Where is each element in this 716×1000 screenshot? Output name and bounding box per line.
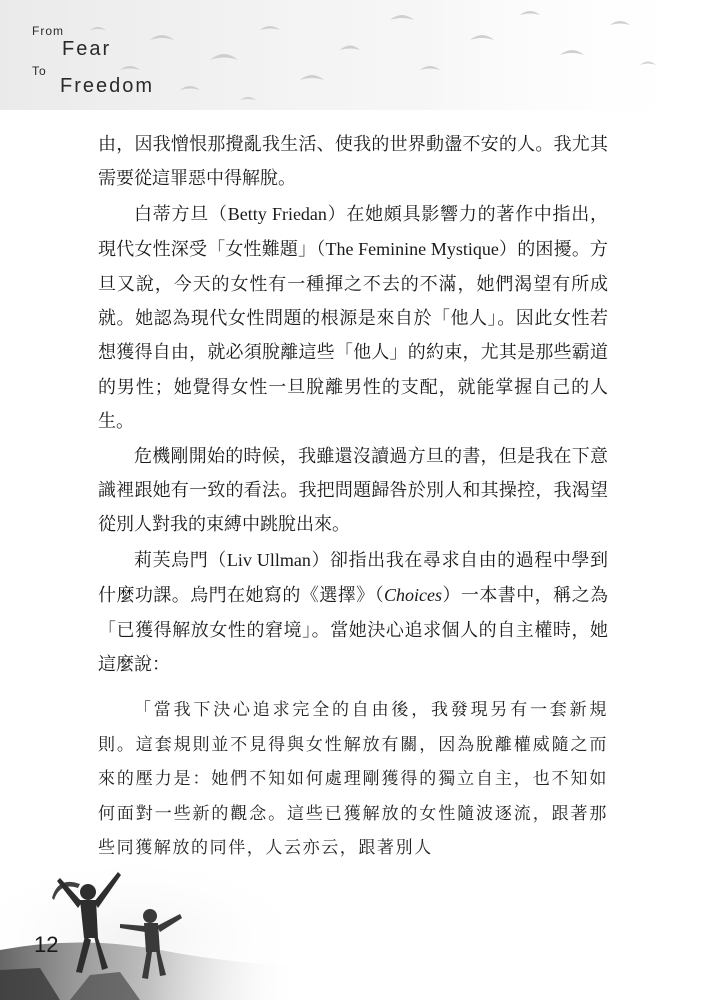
p4-part-a: 莉芙烏門（ [134,549,227,571]
p4-part-e: ）一本書中，稱之為「已獲得解放女性的窘境」。當她決心追求個人的自主權時，她這麼說： [98,585,609,676]
brand-to: To [32,64,47,78]
body-text [98,128,608,683]
p4-part-d: Choices [384,585,443,606]
page-number: 12 [34,932,59,957]
p2-part-b: Betty Friedan [227,203,327,224]
p2-part-d: The Feminine Mystique [325,239,499,260]
paragraph-3: 危機剛開始的時候，我雖還沒讀過方旦的書，但是我在下意識裡跟她有一致的看法。我把問題歸咎於別人和其操控，我渴望從別人對我的束縛中跳脫出來。 [98,445,608,536]
block-quote: 「當我下決心追求完全的自由後，我發現另有一套新規則。這套規則並不見得與女性解放有關，因為脫離權威隨之而來的壓力是：她們不知如何處理剛獲得的獨立自主，也不知如何面對一些新的觀念。這些已獲解放的女性隨波逐流，跟著那些同獲解放的同伴，人云亦云，跟著別人 [98,700,608,858]
brand-from: From [32,24,64,38]
p4-part-b: Liv Ullman [226,549,311,570]
p2-part-a: 白蒂方旦（ [134,203,228,225]
footer-children-silhouette [0,840,300,1000]
paragraph-1: 由，因我憎恨那攪亂我生活、使我的世界動盪不安的人。我尤其需要從這罪惡中得解脫。 [98,134,608,190]
p4-part-c: ）卻指出我在尋求自由的過程中學到什麼功課。烏門在她寫的《選擇》（ [98,549,608,607]
p2-part-e: ）的困擾。方旦又說，今天的女性有一種揮之不去的不滿，她們渴望有所成就。她認為現代女性問題的根源是來自於「他人」。因此女性若想獲得自由，就必須脫離這些「他人」的約束，尤其是那些霸道的男性；她覺得女性一旦脫離男性的支配，就能掌握自己的人生。 [98,239,609,433]
p2-part-c: ）在她頗具影響力的著作中指出，現代女性深受「女性難題」（ [98,203,609,261]
paragraph-2 [98,197,608,440]
brand-fear: Fear [62,38,112,60]
paragraph-4 [98,543,608,683]
brand-freedom: Freedom [60,75,155,97]
